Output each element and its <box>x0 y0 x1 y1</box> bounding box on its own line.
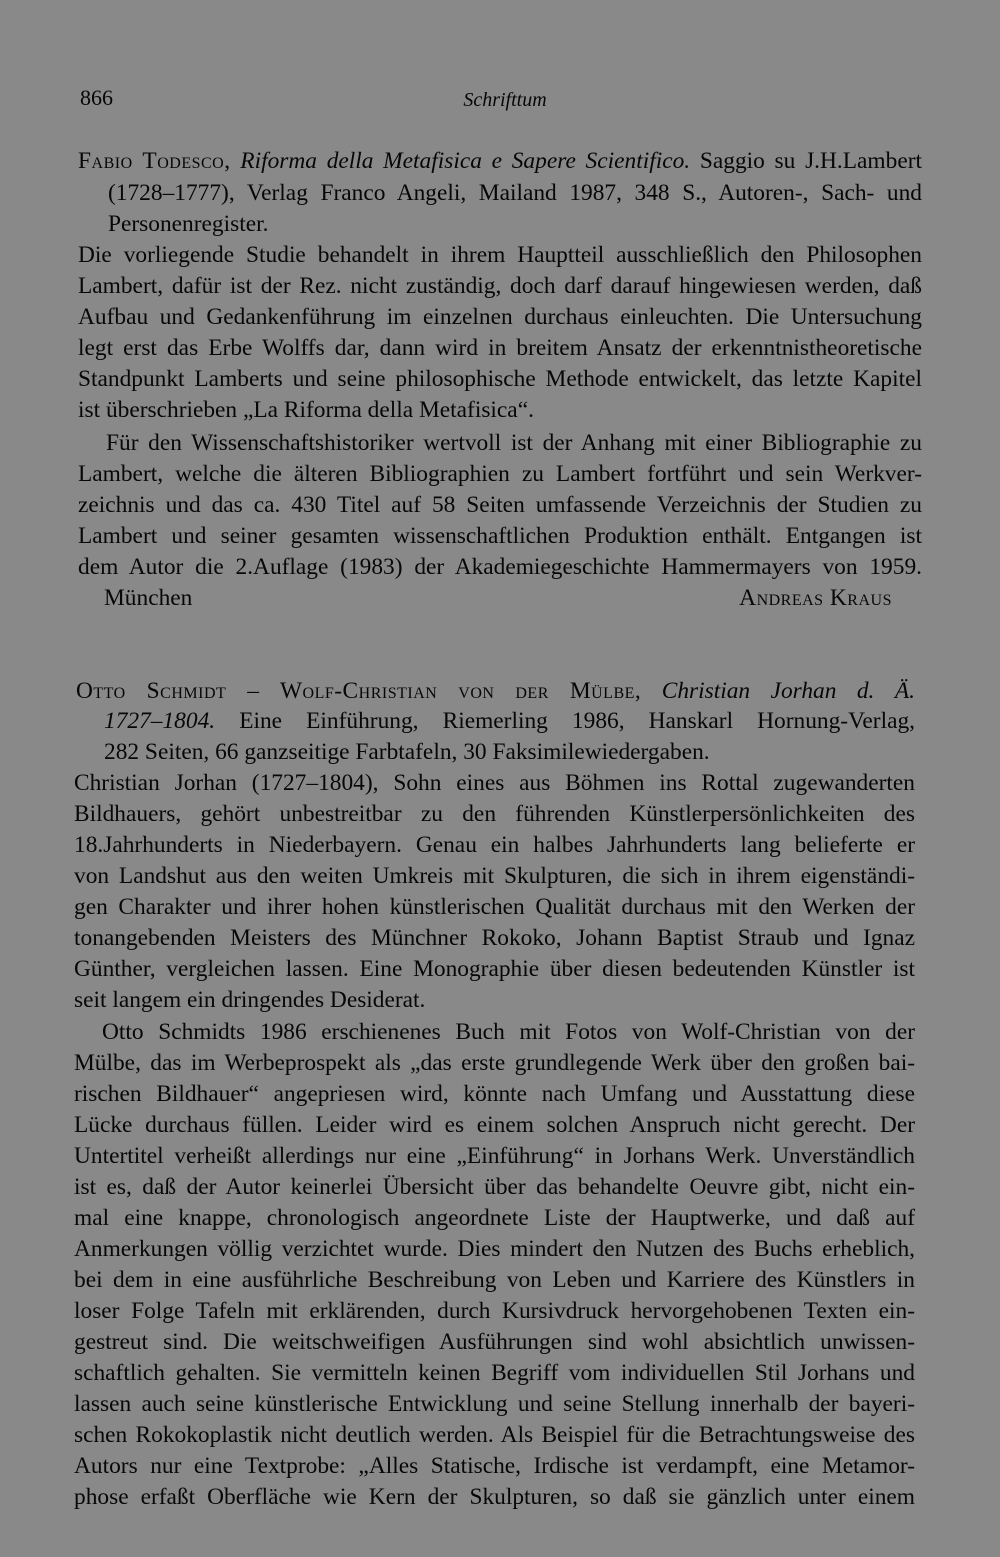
text-line: 18.Jahrhunderts in Niederbayern. Genau ein halbes Jahrhunderts lang belieferte er <box>74 832 915 858</box>
text-line: lassen auch seine künstlerische Entwicklung und seine Stellung innerhalb der bayeri- <box>74 1391 915 1417</box>
text-line: Mülbe, das im Werbeprospekt als „das erste grundlegende Werk über den großen bai- <box>74 1050 915 1076</box>
text-line: Lambert, welche die älteren Bibliographien zu Lambert fortführt und sein Werkver- <box>78 461 922 487</box>
text-line: Aufbau und Gedankenführung im einzelnen durchaus einleuchten. Die Untersuchung <box>78 304 922 330</box>
text-line: Autors nur eine Textprobe: „Alles Statische, Irdische ist verdampft, eine Metamor- <box>74 1453 915 1479</box>
citation-line-2: (1728–1777), Verlag Franco Angeli, Mailand 1987, 348 S., Autoren-, Sach- und <box>108 180 922 206</box>
citation-line-1 <box>78 143 922 179</box>
citation-title-dates: 1727–1804. <box>104 708 216 734</box>
text-line: Standpunkt Lamberts und seine philosophische Methode entwickelt, das letzte Kapitel <box>78 366 922 392</box>
page-number: 866 <box>80 85 113 110</box>
citation-authors: Otto Schmidt – Wolf-Christian von der Mülbe, <box>76 678 642 704</box>
text-line: bei dem in eine ausführliche Beschreibung von Leben und Karriere des Künstlers in <box>74 1267 915 1293</box>
running-title: Schrifttum <box>463 89 547 111</box>
text-line: gen Charakter und ihrer hohen künstlerischen Qualität durchaus mit den Werken der <box>74 894 915 920</box>
text-line: zeichnis und das ca. 430 Titel auf 58 Seiten umfassende Verzeichnis der Studien zu <box>78 492 922 518</box>
text-line: ist es, daß der Autor keinerlei Übersicht über das behandelte Oeuvre gibt, nicht ein- <box>74 1174 915 1200</box>
text-line: schaftlich gehalten. Sie vermitteln keinen Begriff vom individuellen Stil Jorhans und <box>74 1360 915 1386</box>
citation-title: Riforma della Metafisica e Sapere Scientifico. <box>240 148 691 174</box>
text-line: phose erfaßt Oberfläche wie Kern der Skulpturen, so daß sie gänzlich unter einem <box>74 1484 915 1510</box>
text-line: Lambert, dafür ist der Rez. nicht zuständig, doch darf darauf hingewiesen werden, daß <box>78 273 922 299</box>
text-line: von Landshut aus den weiten Umkreis mit Skulpturen, die sich in ihrem eigenständi- <box>74 863 915 889</box>
text-line: gestreut sind. Die weitschweifigen Ausführungen sind wohl absichtlich unwissen- <box>74 1329 915 1355</box>
text-line: loser Folge Tafeln mit erklärenden, durch Kursivdruck hervorgehobenen Texten ein- <box>74 1298 915 1324</box>
text-line: schen Rokokoplastik nicht deutlich werden. Als Beispiel für die Betrachtungsweise des <box>74 1422 915 1448</box>
reviewer-name: Andreas Kraus <box>739 585 892 611</box>
text-line: seit langem ein dringendes Desiderat. <box>74 987 426 1013</box>
text-line: dem Autor die 2.Auflage (1983) der Akademiegeschichte Hammermayers von 1959. <box>78 554 922 580</box>
text-line: rischen Bildhauer“ angepriesen wird, könnte nach Umfang und Ausstattung diese <box>74 1081 915 1107</box>
text-line: legt erst das Erbe Wolffs dar, dann wird in breitem Ansatz der erkenntnistheoretische <box>78 335 922 361</box>
citation-line-3: 282 Seiten, 66 ganzseitige Farbtafeln, 30 Faksimilewiedergaben. <box>104 739 710 765</box>
citation-title: Christian Jorhan d. Ä. <box>661 678 915 704</box>
text-line: Otto Schmidts 1986 erschienenes Buch mit Fotos von Wolf-Christian von der <box>102 1019 915 1045</box>
text-line: Christian Jorhan (1727–1804), Sohn eines aus Böhmen ins Rottal zugewanderten <box>74 770 915 796</box>
citation-line-3: Personenregister. <box>108 211 269 237</box>
text-line: Untertitel verheißt allerdings nur eine „Einführung“ in Jorhans Werk. Unverständlich <box>74 1143 915 1169</box>
citation-author: Fabio Todesco, <box>78 148 231 174</box>
text-line: mal eine knappe, chronologisch angeordnete Liste der Hauptwerke, und daß auf <box>74 1205 915 1231</box>
text-line: Lücke durchaus füllen. Leider wird es einem solchen Anspruch nicht gerecht. Der <box>74 1112 915 1138</box>
citation-details: Saggio su J.H.Lambert <box>699 148 922 174</box>
text-line: Bildhauers, gehört unbestreitbar zu den führenden Künstlerpersönlichkeiten des <box>74 801 915 827</box>
text-line: Für den Wissenschaftshistoriker wertvoll ist der Anhang mit einer Bibliographie zu <box>106 430 922 456</box>
text-line: Günther, vergleichen lassen. Eine Monographie über diesen bedeutenden Künstler ist <box>74 956 915 982</box>
text-line: Anmerkungen völlig verzichtet wurde. Dies mindert den Nutzen des Buchs erheblich, <box>74 1236 915 1262</box>
text-line: Die vorliegende Studie behandelt in ihrem Hauptteil ausschließlich den Philosophen <box>78 242 922 268</box>
review-place: München <box>104 585 193 611</box>
text-line: tonangebenden Meisters des Münchner Rokoko, Johann Baptist Straub und Ignaz <box>74 925 915 951</box>
text-line: Lambert und seiner gesamten wissenschaftlichen Produktion enthält. Entgangen ist <box>78 523 922 549</box>
text-line: ist überschrieben „La Riforma della Metafisica“. <box>78 397 534 423</box>
citation-details: Eine Einführung, Riemerling 1986, Hanskarl Hornung-Verlag, <box>239 708 915 734</box>
